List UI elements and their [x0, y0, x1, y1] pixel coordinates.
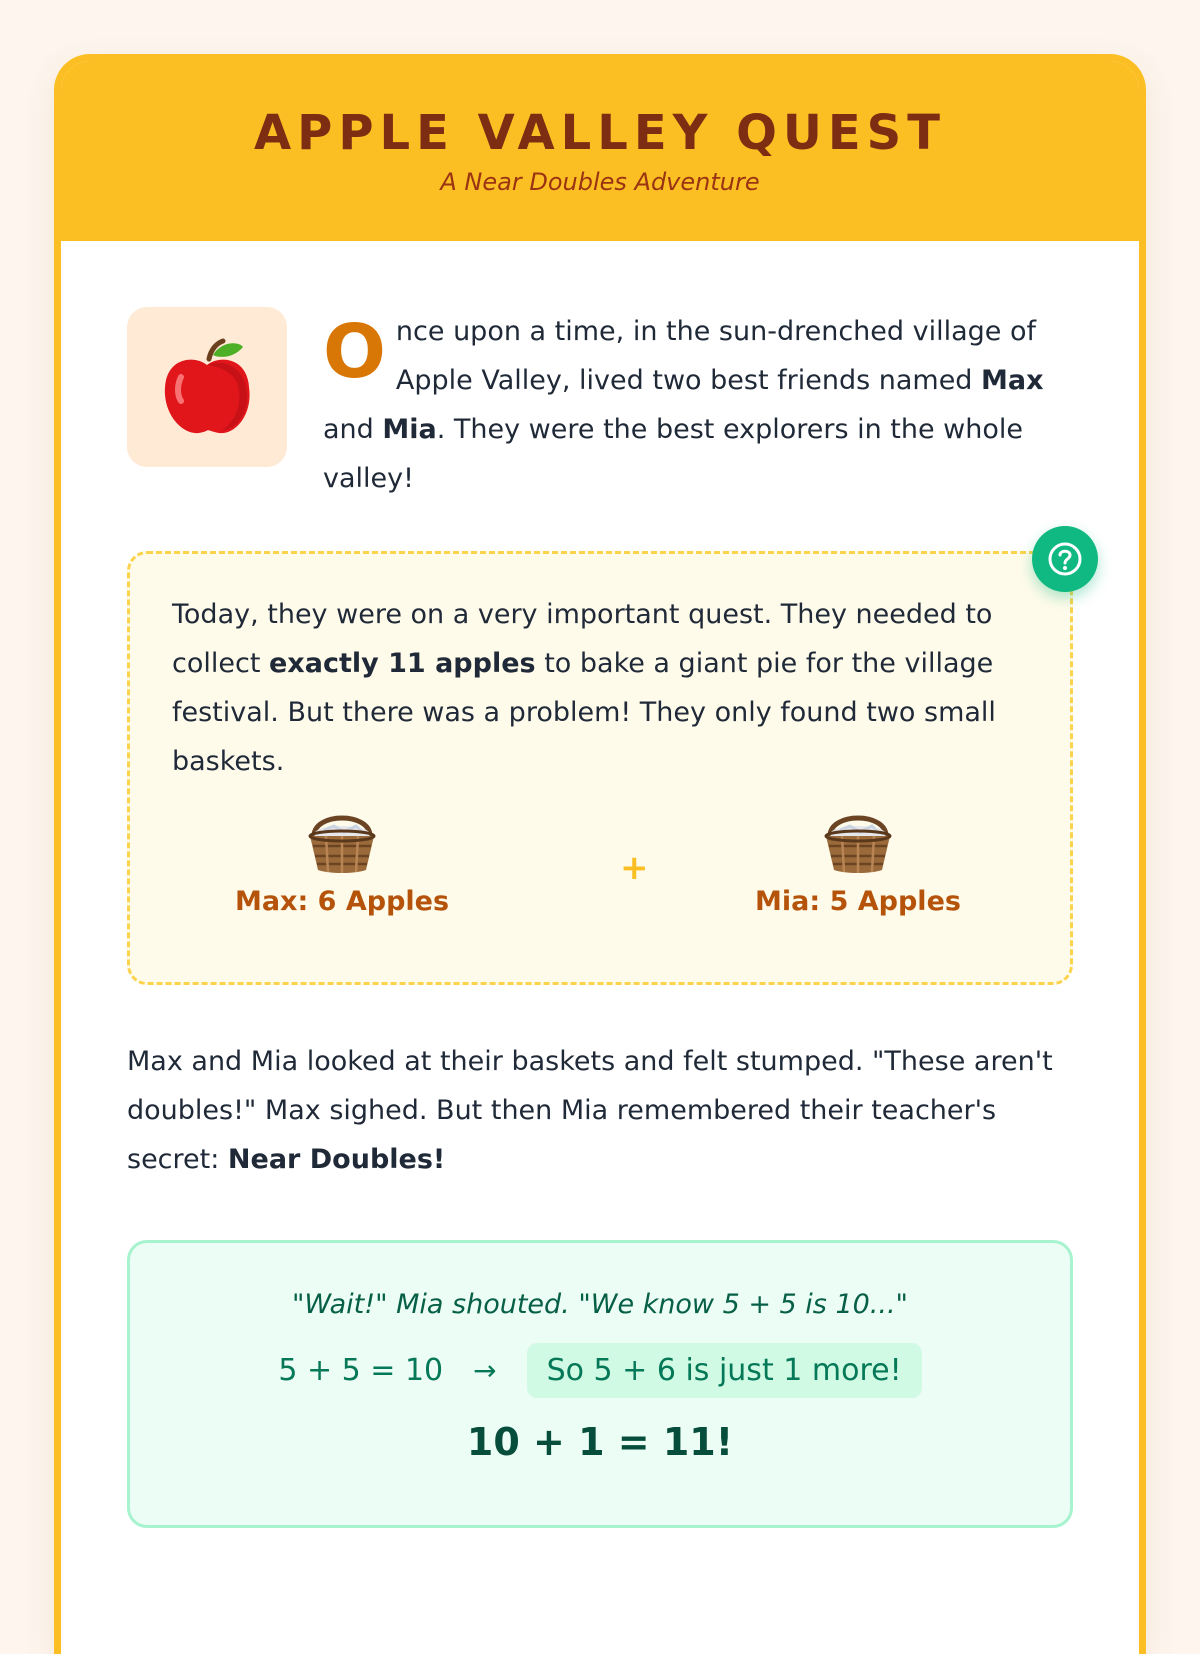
quest-paragraph: [172, 590, 1028, 786]
arrow-right-icon: →: [473, 1354, 497, 1387]
baskets-row: [172, 806, 1028, 946]
name-mia: Mia: [382, 414, 437, 445]
double-fact: 5 + 5 = 10: [278, 1353, 444, 1388]
basket-label-max: Max: 6 Apples: [234, 886, 450, 917]
quest-text-part: to bake a giant pie for the village festival. But there was a problem! They only found two small baskets.: [172, 648, 996, 777]
plus-sign: +: [620, 848, 649, 888]
intro-section: [127, 307, 1073, 495]
intro-text-part: and: [323, 414, 383, 445]
story-subtitle: A Near Doubles Adventure: [440, 168, 760, 196]
quest-box: [127, 551, 1073, 985]
near-double-pill: So 5 + 6 is just 1 more!: [527, 1343, 922, 1398]
name-max: Max: [981, 365, 1044, 396]
intro-paragraph: [323, 307, 1073, 503]
help-button[interactable]: [1032, 526, 1098, 592]
drop-cap: O: [323, 309, 386, 395]
equation-row: [130, 1343, 1070, 1398]
intro-text-part: . They were the best explorers in the whole valley!: [323, 414, 1024, 494]
apple-icon-tile: [127, 307, 287, 467]
intro-text-part: nce upon a time, in the sun-drenched village of Apple Valley, lived two best friends named: [395, 316, 1036, 396]
basket-icon: [820, 806, 896, 876]
basket-icon: [304, 806, 380, 876]
problem-paragraph: [127, 1037, 1073, 1184]
near-doubles-emphasis: Near Doubles!: [227, 1144, 446, 1175]
basket-max: [212, 806, 472, 917]
basket-label-mia: Mia: 5 Apples: [755, 886, 961, 917]
apple-icon: [159, 337, 255, 437]
strategy-box: [127, 1240, 1073, 1528]
story-card: [54, 54, 1146, 1654]
problem-text-part: Max and Mia looked at their baskets and felt stumped. "These aren't doubles!" Max sighed. But then Mia remembered their teacher's secret:: [127, 1046, 1053, 1175]
basket-mia: [728, 806, 988, 917]
mia-quote: "Wait!" Mia shouted. "We know 5 + 5 is 10...": [292, 1289, 908, 1320]
story-title: APPLE VALLEY QUEST: [254, 105, 946, 161]
quest-goal: exactly 11 apples: [269, 648, 536, 679]
question-circle-icon: [1046, 540, 1084, 578]
story-body: [61, 307, 1139, 1528]
story-header: [61, 61, 1139, 241]
result-equation: 10 + 1 = 11!: [466, 1420, 734, 1464]
quest-text-part: Today, they were on a very important quest. They needed to collect: [172, 599, 993, 679]
